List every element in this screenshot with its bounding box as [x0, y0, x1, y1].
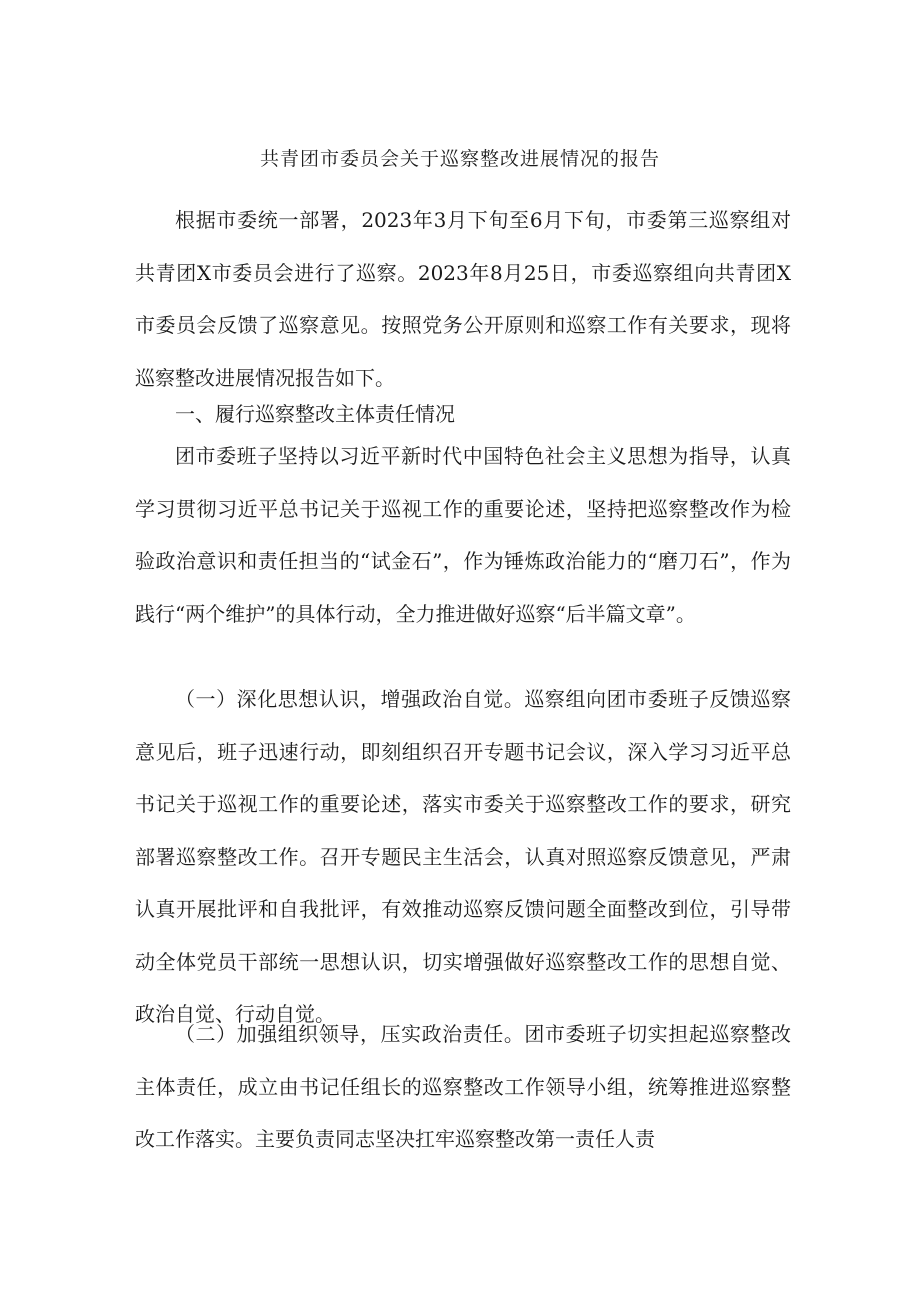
subsection-paragraph-2: （二）加强组织领导，压实政治责任。团市委班子切实担起巡察整改主体责任，成立由书记任组长的巡察整改工作领导小组，统筹推进巡察整改工作落实。主要负责同志坚决扛牢巡察整改第一责任人责	[135, 1022, 791, 1151]
intro-paragraph: 根据市委统一部署，2023年3月下旬至6月下旬，市委第三巡察组对共青团X市委员会进行了巡察。2023年8月25日，市委巡察组向共青团X市委员会反馈了巡察意见。按照党务公开原则和巡察工作有关要求，现将巡察整改进展情况报告如下。	[135, 208, 791, 390]
subsection-paragraph-1: （一）深化思想认识，增强政治自觉。巡察组向团市委班子反馈巡察意见后，班子迅速行动，即刻组织召开专题书记会议，深入学习习近平总书记关于巡视工作的重要论述，落实市委关于巡察整改工作的要求，研究部署巡察整改工作。召开专题民主生活会，认真对照巡察反馈意见，严肃认真开展批评和自我批评，有效推动巡察反馈问题全面整改到位，引导带动全体党员干部统一思想认识，切实增强做好巡察整改工作的思想自觉、政治自觉、行动自觉。	[135, 687, 791, 1026]
document-title: 共青团市委员会关于巡察整改进展情况的报告	[259, 148, 660, 170]
section-body-paragraph: 团市委班子坚持以习近平新时代中国特色社会主义思想为指导，认真学习贯彻习近平总书记关于巡视工作的重要论述，坚持把巡察整改作为检验政治意识和责任担当的“试金石”，作为锤炼政治能力的“磨刀石”，作为践行“两个维护”的具体行动，全力推进做好巡察“后半篇文章”。	[135, 444, 791, 626]
section-heading: 一、履行巡察整改主体责任情况	[175, 402, 455, 426]
